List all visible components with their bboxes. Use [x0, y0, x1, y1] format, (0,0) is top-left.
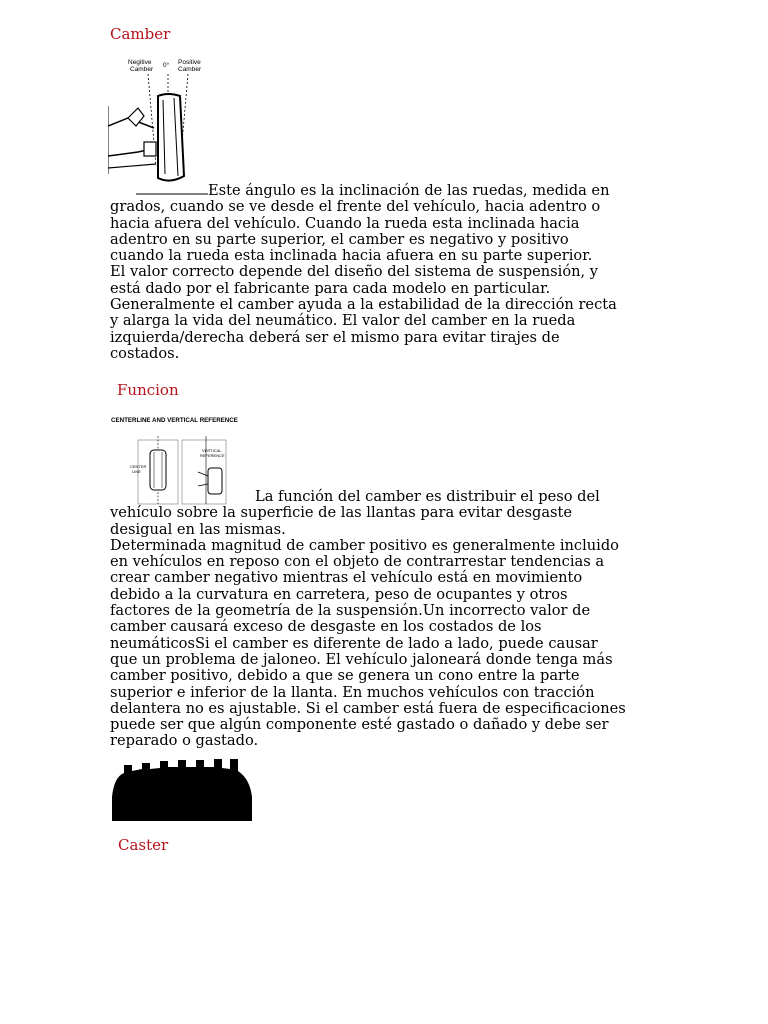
vertical-reference-label: VERTICAL [202, 448, 222, 453]
heading-camber: Camber [110, 25, 171, 43]
center-line-label: CENTER [130, 464, 147, 469]
heading-caster: Caster [118, 836, 169, 854]
camber-diagram [108, 56, 212, 198]
zero-degree-label: 0° [163, 62, 170, 69]
positive-camber-label: Positive [178, 59, 201, 66]
tire-tread-wear-image [110, 757, 254, 821]
svg-text:LINE: LINE [132, 469, 141, 474]
heading-funcion: Funcion [117, 381, 179, 399]
svg-text:Camber: Camber [178, 66, 202, 73]
funcion-paragraph: La función del camber es distribuir el peso del vehículo sobre la superficie de las llantas para evitar desgaste desigual en las mismas. Determinada magnitud de camber positivo es generalmente incluido en vehículos en reposo con el objeto de contrarrestar tendencias a crear camber negativo mientras el vehículo está en movimiento debido a la curvatura en carretera, peso de ocupantes y otros factores de la geometría de la suspensión.Un incorrecto valor de camber causará exceso de desgaste en los costados de los neumáticosSi el camber es diferente de lado a lado, puede causar que un problema de jaloneo. El vehículo jaloneará donde tenga más camber positivo, debido a que se genera un cono entre la parte superior e inferior de la llanta. En muchos vehículos con tracción delantera no es ajustable. Si el camber está fuera de especificaciones puede ser que algún componente esté gastado o dañado y debe ser reparado o gastado. [110, 488, 626, 750]
svg-text:REFERENCE: REFERENCE [200, 453, 225, 458]
svg-text:Camber: Camber [130, 66, 154, 73]
camber-paragraph: Este ángulo es la inclinación de las ruedas, medida en grados, cuando se ve desde el frente del vehículo, hacia adentro o hacia afuera del vehículo. Cuando la rueda esta inclinada hacia adentro en su parte superior, el camber es negativo y positivo cuando la rueda esta inclinada hacia afuera en su parte superior. El valor correcto depende del diseño del sistema de suspensión, y está dado por el fabricante para cada modelo en particular. Generalmente el camber ayuda a la estabilidad de la dirección recta y alarga la vida del neumático. El valor del camber en la rueda izquierda/derecha deberá ser el mismo para evitar tirajes de costados. [110, 182, 617, 362]
centerline-title: CENTERLINE AND VERTICAL REFERENCE [111, 417, 238, 424]
negative-camber-label: Negitive [128, 59, 152, 66]
